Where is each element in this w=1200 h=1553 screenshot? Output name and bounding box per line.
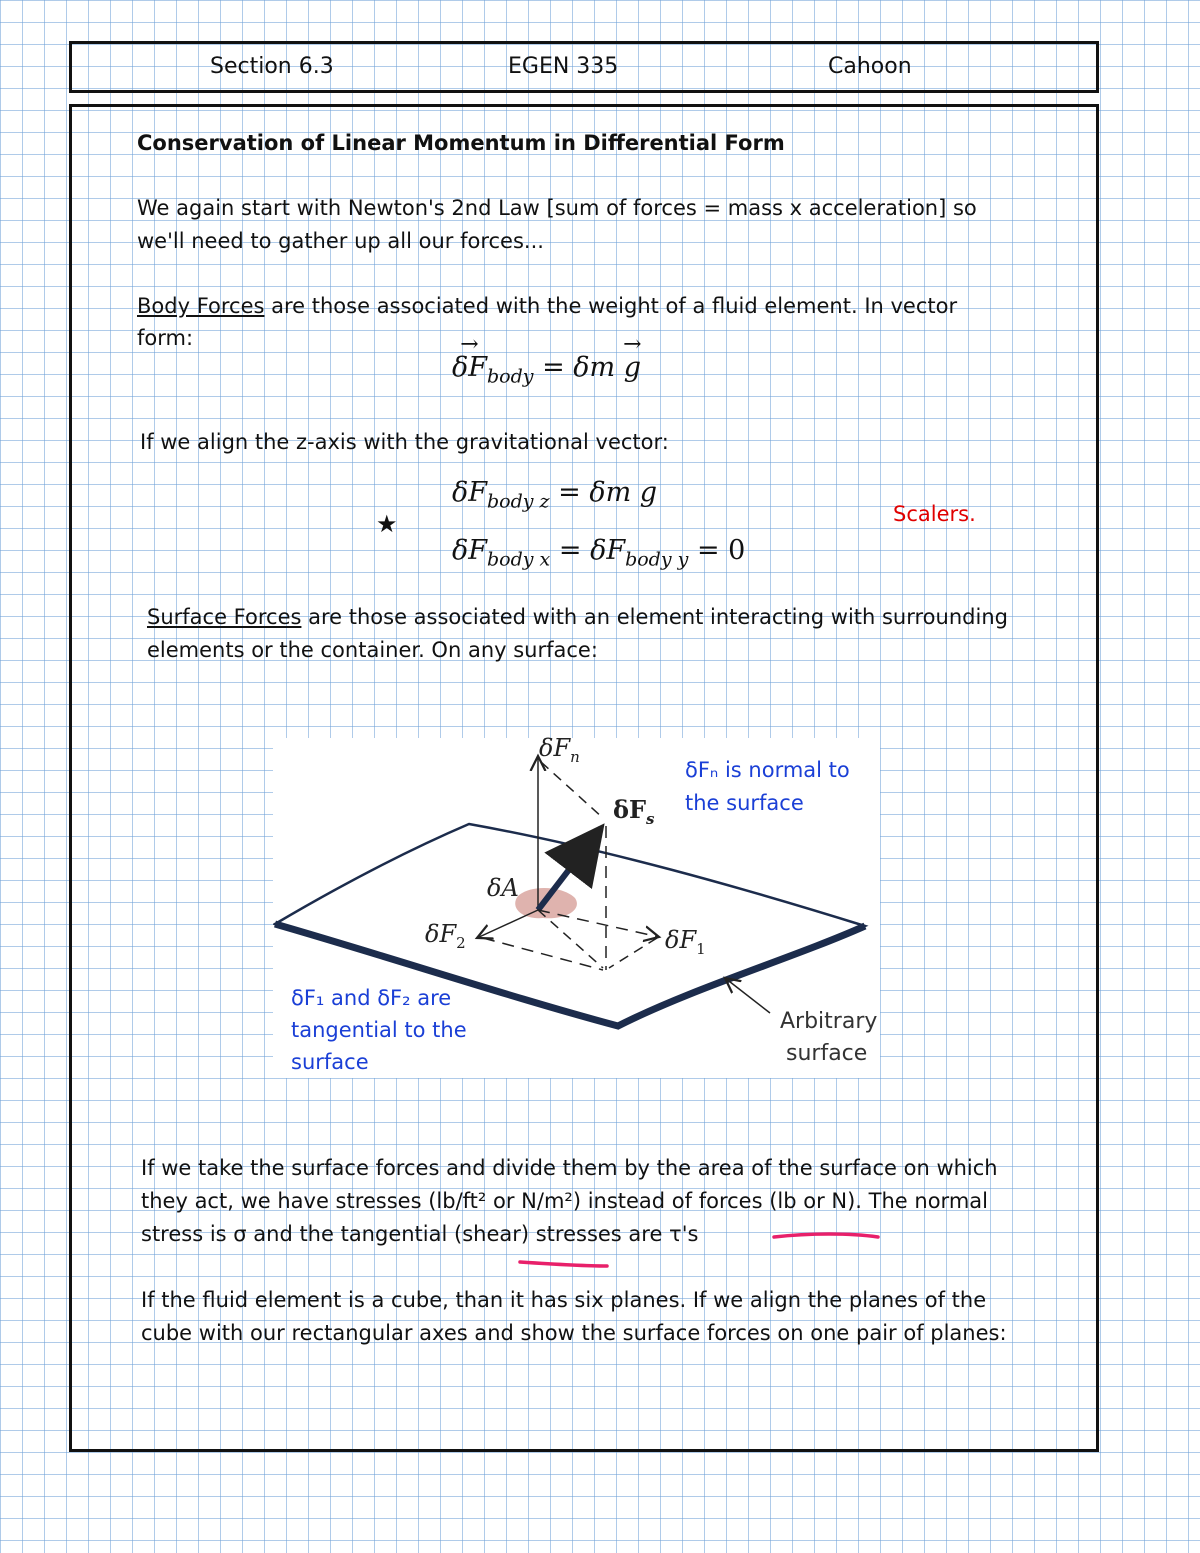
pen-underline-2 (520, 1262, 607, 1266)
label-dfs-main: δF (613, 795, 647, 824)
body-forces-rest: are those associated with the weight of a fluid element. In vector (264, 294, 958, 318)
surface-forces-line-2: elements or the container. On any surface: (147, 638, 598, 662)
stress-line-3: stress is σ and the tangential (shear) stresses are τ's (141, 1222, 699, 1246)
note-tangent-line-3: surface (291, 1050, 369, 1074)
scalers-note: Scalers. (893, 502, 976, 526)
label-dfn-main: δF (539, 734, 571, 762)
stress-line-1: If we take the surface forces and divide them by the area of the surface on which (141, 1156, 998, 1180)
label-dfs-sub: s (646, 809, 655, 828)
cube-line-2: cube with our rectangular axes and show the surface forces on one pair of planes: (141, 1321, 1007, 1345)
header-course: EGEN 335 (508, 54, 619, 79)
pen-underline-1 (774, 1234, 878, 1237)
page-title: Conservation of Linear Momentum in Differential Form (137, 131, 785, 155)
label-df2-main: δF (425, 920, 457, 948)
body-forces-term: Body Forces (137, 294, 265, 318)
surface-forces-term: Surface Forces (147, 605, 302, 629)
header-section: Section 6.3 (210, 54, 334, 79)
align-text: If we align the z-axis with the gravitational vector: (140, 430, 669, 454)
label-surface: surface (786, 1041, 868, 1066)
header-author: Cahoon (828, 54, 912, 79)
cube-line-1: If the fluid element is a cube, than it has six planes. If we align the planes of the (141, 1288, 987, 1312)
note-tangent-line-1: δF₁ and δF₂ are (291, 986, 452, 1010)
equation-body-xy: $\delta F_{body x} = \delta F_{body y} = 0$ (452, 535, 746, 571)
label-df2-sub: 2 (456, 933, 466, 952)
label-dfn-sub: n (570, 747, 580, 766)
star-icon: ★ (376, 510, 398, 538)
label-df1-sub: 1 (696, 939, 706, 958)
intro-line-1: We again start with Newton's 2nd Law [sum of forces = mass x acceleration] so (137, 196, 977, 220)
label-df1-main: δF (665, 926, 697, 954)
note-normal-line-1: δFₙ is normal to (685, 758, 850, 782)
body-forces-line-2: form: (137, 326, 194, 350)
stress-line-2: they act, we have stresses (lb/ft² or N/m²) instead of forces (lb or N). The normal (141, 1189, 988, 1213)
note-tangent-line-2: tangential to the (291, 1018, 467, 1042)
label-da: δA (487, 874, 519, 902)
equation-body-z: $\delta F_{body z} = \delta m$ g (452, 477, 658, 513)
label-arbitrary: Arbitrary (780, 1009, 878, 1034)
equation-body-vector: → $\delta F_{body} = \delta m \to g$ (452, 352, 641, 387)
note-normal-line-2: the surface (685, 791, 804, 815)
intro-line-2: we'll need to gather up all our forces... (137, 229, 544, 253)
surface-forces-rest: are those associated with an element interacting with surrounding (301, 605, 1008, 629)
